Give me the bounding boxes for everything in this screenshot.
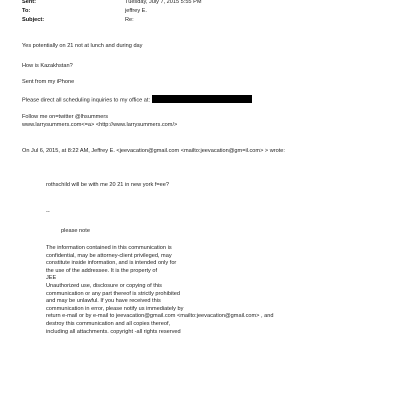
follow-line-1: Follow me on=twitter @lhsummers (22, 114, 109, 120)
disclaimer-line: including all attachments. copyright -all rights reserved (46, 328, 181, 335)
to-label: To: (22, 8, 31, 14)
disclaimer-line: Unauthorized use, disclosure or copying of this (46, 282, 162, 289)
disclaimer-line: communication or any part thereof is strictly prohibited (46, 290, 180, 297)
sent-label: Sent: (22, 0, 36, 5)
disclaimer-line: constitute inside information, and is intended only for (46, 260, 177, 267)
quoted-body: rothschild will be with me 20 21 in new york f=ee? (46, 182, 169, 188)
quoted-separator: -- (46, 209, 50, 215)
disclaimer-line: destroy this communication and all copies thereof, (46, 320, 171, 327)
quoted-signoff: please note (61, 228, 90, 234)
reply-line-4 (22, 96, 252, 104)
scheduling-text: Please direct all scheduling inquiries to my office at: (22, 97, 150, 104)
disclaimer-line: and may be unlawful. If you have received this (46, 298, 161, 305)
subject-value: Re: (125, 17, 134, 23)
reply-line-3: Sent from my iPhone (22, 79, 75, 85)
to-value: jeffrey E. (125, 8, 147, 14)
email-header (22, 0, 202, 25)
disclaimer-line: The information contained in this communication is (46, 245, 172, 251)
quoted-attribution: On Jul 6, 2015, at 8:22 AM, Jeffrey E. <jeevacation@gmail.com <mailto:jeevacation@gm=il.com> > wrote: (22, 148, 285, 154)
disclaimer-line: confidential, may be attorney-client privileged, may (46, 252, 172, 259)
disclaimer-line: communication in error, please notify us immediately by (46, 305, 184, 312)
reply-line-1: Yes potentially on 21 not at lunch and during day (22, 43, 143, 49)
disclaimer-block (46, 245, 346, 336)
redaction-block (152, 95, 252, 103)
sent-row (22, 0, 202, 7)
disclaimer-line: JEE (46, 275, 57, 282)
follow-line-2: www.larrysummers.com<=a> <http://www.larrysummers.com/> (22, 122, 178, 128)
subject-row (22, 16, 202, 25)
disclaimer-line: return e-mail or by e-mail to jeevacation@gmail.com <mailto:jeevacation@gmail.com> , and (46, 313, 274, 320)
subject-label: Subject: (22, 17, 45, 23)
reply-line-2: How is Kazakhstan? (22, 63, 73, 69)
sent-value: Tuesday, July 7, 2015 5:55 PM (125, 0, 202, 5)
to-row (22, 7, 202, 16)
disclaimer-line: the use of the addressee. It is the property of (46, 267, 158, 274)
